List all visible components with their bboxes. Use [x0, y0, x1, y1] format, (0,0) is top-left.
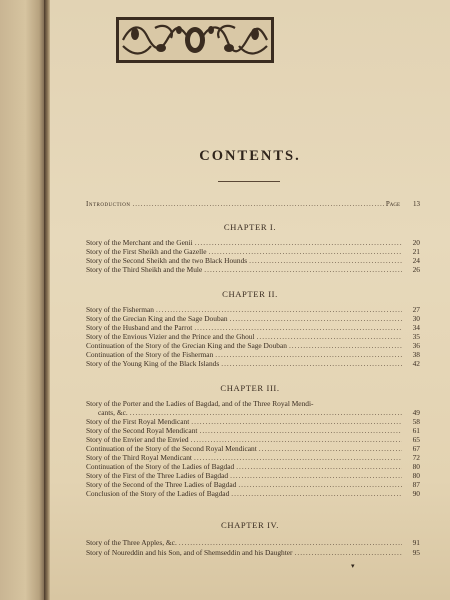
dot-leader — [191, 435, 402, 444]
title-rule — [218, 181, 280, 182]
dot-leader — [195, 238, 402, 247]
dot-leader — [204, 265, 402, 274]
chapter-heading: CHAPTER I. — [223, 222, 277, 232]
page-title: CONTENTS. — [199, 148, 301, 164]
entry-title: Story of the First Royal Mendicant — [86, 417, 190, 426]
entry-page: 27 — [412, 305, 420, 314]
chapter-heading: CHAPTER IV. — [220, 520, 279, 530]
entry-page: 65 — [412, 435, 420, 444]
entry-page: 87 — [412, 480, 420, 489]
toc-entry — [86, 426, 420, 435]
toc-entry — [86, 305, 420, 314]
dot-leader — [132, 200, 383, 209]
dot-leader — [221, 359, 402, 368]
dot-leader — [295, 548, 402, 557]
toc-entry — [86, 341, 420, 350]
dot-leader — [236, 462, 402, 471]
toc-entry — [86, 332, 420, 341]
entry-title: Story of the Third Royal Mendicant — [86, 453, 192, 462]
toc-entry — [86, 256, 420, 265]
entry-title: Continuation of the Story of the Grecian King and the Sage Douban — [86, 341, 287, 350]
dot-leader — [194, 453, 402, 462]
toc-entry — [86, 238, 420, 247]
entry-title: Story of the First Sheikh and the Gazelle — [86, 247, 207, 256]
entry-title: Story of the Second Royal Mendicant — [86, 426, 198, 435]
dot-leader — [231, 489, 402, 498]
toc-entry — [86, 323, 420, 332]
entry-page: 30 — [412, 314, 420, 323]
dot-leader — [259, 444, 402, 453]
toc-entry-first-line: Story of the Porter and the Ladies of Bagdad, and of the Three Royal Mendi- — [86, 399, 314, 408]
dot-leader — [199, 426, 402, 435]
entry-page: 67 — [412, 444, 420, 453]
entry-page: 35 — [412, 332, 420, 341]
toc-entry — [86, 462, 420, 471]
toc-entry — [86, 359, 420, 368]
entry-title: Story of the Second Sheikh and the two Black Hounds — [86, 256, 248, 265]
decorative-headpiece — [115, 16, 275, 64]
entry-page: 80 — [412, 471, 420, 480]
dot-leader — [230, 471, 402, 480]
entry-title: Story of the Third Sheikh and the Mule — [86, 265, 203, 274]
toc-entry — [86, 417, 420, 426]
entry-title: Story of the Three Apples, &c. — [86, 538, 177, 547]
entry-title: Story of the Second of the Three Ladies of Bagdad — [86, 480, 237, 489]
entry-page: 26 — [412, 265, 420, 274]
entry-page: 24 — [412, 256, 420, 265]
entry-title: cants, &c. — [98, 408, 128, 417]
toc-entry — [86, 444, 420, 453]
entry-page: 42 — [412, 359, 420, 368]
entry-page: 72 — [412, 453, 420, 462]
dot-leader — [238, 480, 402, 489]
dot-leader — [194, 323, 402, 332]
toc-entry — [86, 435, 420, 444]
toc-entry — [86, 314, 420, 323]
toc-entry — [98, 408, 420, 417]
dot-leader — [230, 314, 402, 323]
dot-leader — [208, 247, 402, 256]
entry-page: 61 — [412, 426, 420, 435]
entry-page: 36 — [412, 341, 420, 350]
chapter-heading: CHAPTER III. — [220, 383, 280, 393]
entry-title: Story of the Young King of the Black Islands — [86, 359, 220, 368]
dot-leader — [179, 538, 402, 547]
entry-title: Conclusion of the Story of the Ladies of Bagdad — [86, 489, 230, 498]
entry-page: 58 — [412, 417, 420, 426]
entry-title: Story of the Envier and the Envied — [86, 435, 189, 444]
entry-title: Story of the Husband and the Parrot — [86, 323, 193, 332]
entry-page: 80 — [412, 462, 420, 471]
entry-title: Story of the Fisherman — [86, 305, 154, 314]
entry-page: 91 — [412, 538, 420, 547]
introduction-entry — [86, 200, 420, 209]
entry-title: Story of the First of the Three Ladies of Bagdad — [86, 471, 229, 480]
entry-title: Story of the Merchant and the Genii — [86, 238, 193, 247]
dot-leader — [249, 256, 402, 265]
entry-page: 49 — [412, 408, 420, 417]
dot-leader — [215, 350, 402, 359]
toc-entry — [86, 247, 420, 256]
entry-title: Introduction — [86, 200, 131, 208]
chapter-heading: CHAPTER II. — [222, 289, 278, 299]
page-label: Page — [385, 200, 400, 208]
dot-leader — [257, 332, 402, 341]
contents-page — [50, 0, 450, 600]
entry-page: 13 — [413, 200, 420, 208]
entry-page: 95 — [412, 548, 420, 557]
dot-leader — [130, 408, 402, 417]
toc-entry — [86, 471, 420, 480]
facing-page-edge — [0, 0, 46, 600]
entry-page: 38 — [412, 350, 420, 359]
dot-leader — [289, 341, 402, 350]
toc-entry — [86, 265, 420, 274]
entry-page: 34 — [412, 323, 420, 332]
entry-page: 21 — [412, 247, 420, 256]
dot-leader — [191, 417, 402, 426]
toc-entry — [86, 538, 420, 547]
entry-title: Story of the Envious Vizier and the Prince and the Ghoul — [86, 332, 255, 341]
entry-title: Story of the Grecian King and the Sage Douban — [86, 314, 228, 323]
entry-page: 90 — [412, 489, 420, 498]
toc-entry — [86, 548, 420, 557]
entry-title: Continuation of the Story of the Ladies of Bagdad — [86, 462, 235, 471]
toc-entry — [86, 489, 420, 498]
entry-title: Story of Noureddin and his Son, and of Shemseddin and his Daughter — [86, 548, 293, 557]
toc-entry — [86, 453, 420, 462]
signature-mark: ▾ — [351, 562, 355, 570]
toc-entry — [86, 350, 420, 359]
entry-title: Continuation of the Story of the Fisherman — [86, 350, 214, 359]
toc-entry — [86, 480, 420, 489]
dot-leader — [156, 305, 402, 314]
entry-title: Continuation of the Story of the Second Royal Mendicant — [86, 444, 257, 453]
entry-page: 20 — [412, 238, 420, 247]
